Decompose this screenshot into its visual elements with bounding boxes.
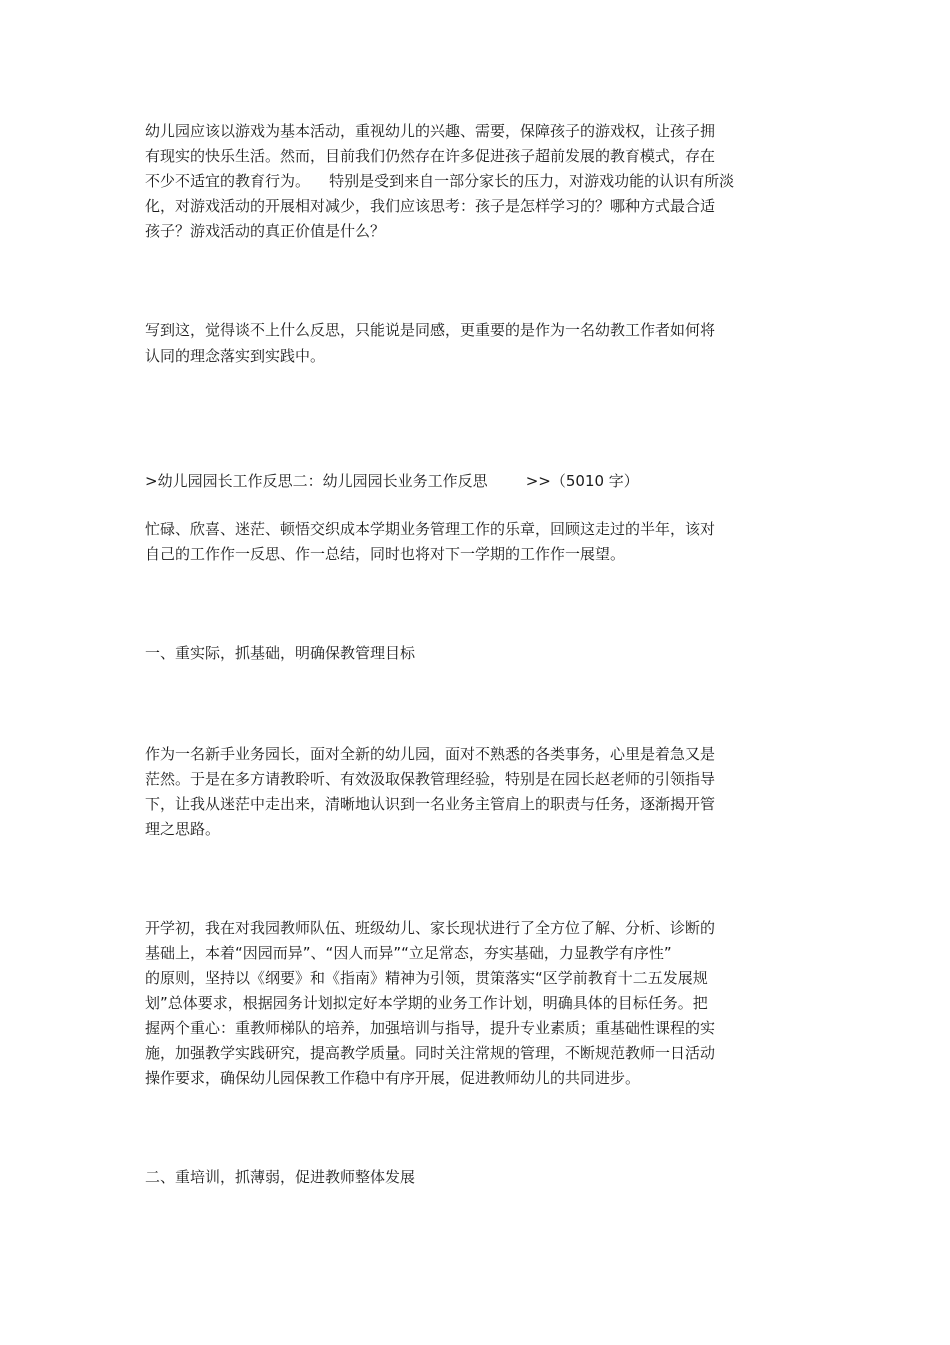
section-heading-2: 二、重培训，抓薄弱，促进教师整体发展 — [145, 1168, 416, 1186]
paragraph-1-line-4: 化，对游戏活动的开展相对减少，我们应该思考：孩子是怎样学习的？哪种方式最合适 — [145, 197, 716, 215]
paragraph-4-line-4: 理之思路。 — [145, 820, 221, 838]
paragraph-5-line-7: 操作要求，确保幼儿园保教工作稳中有序开展，促进教师幼儿的共同进步。 — [145, 1069, 641, 1087]
paragraph-3-line-1: 忙碌、欣喜、迷茫、顿悟交织成本学期业务管理工作的乐章，回顾这走过的半年，该对 — [145, 520, 716, 538]
article-link[interactable]: >幼儿园园长工作反思二：幼儿园园长业务工作反思 >>（5010 字） — [145, 472, 639, 490]
paragraph-5-line-3: 的原则，坚持以《纲要》和《指南》精神为引领，贯策落实“区学前教育十二五发展规 — [145, 969, 708, 987]
paragraph-1-line-3: 不少不适宜的教育行为。 特别是受到来自一部分家长的压力，对游戏功能的认识有所淡 — [145, 172, 735, 190]
paragraph-3-line-2: 自己的工作作一反思、作一总结，同时也将对下一学期的工作作一展望。 — [145, 545, 626, 563]
paragraph-1-line-2: 有现实的快乐生活。然而，目前我们仍然存在许多促进孩子超前发展的教育模式，存在 — [145, 147, 716, 165]
paragraph-2-line-1: 写到这，觉得谈不上什么反思，只能说是同感，更重要的是作为一名幼教工作者如何将 — [145, 321, 716, 339]
paragraph-4-line-1: 作为一名新手业务园长，面对全新的幼儿园，面对不熟悉的各类事务，心里是着急又是 — [145, 745, 716, 763]
paragraph-5-line-5: 握两个重心：重教师梯队的培养，加强培训与指导，提升专业素质；重基础性课程的实 — [145, 1019, 716, 1037]
paragraph-4-line-3: 下，让我从迷茫中走出来，清晰地认识到一名业务主管肩上的职责与任务，逐渐揭开管 — [145, 795, 716, 813]
paragraph-5-line-2: 基础上，本着“因园而异”、“因人而异”“立足常态，夯实基础，力显教学有序性” — [145, 944, 672, 962]
paragraph-4-line-2: 茫然。于是在多方请教聆听、有效汲取保教管理经验，特别是在园长赵老师的引领指导 — [145, 770, 716, 788]
section-heading-1: 一、重实际，抓基础，明确保教管理目标 — [145, 644, 416, 662]
paragraph-5-line-4: 划”总体要求，根据园务计划拟定好本学期的业务工作计划，明确具体的目标任务。把 — [145, 994, 708, 1012]
paragraph-1-line-1: 幼儿园应该以游戏为基本活动，重视幼儿的兴趣、需要，保障孩子的游戏权，让孩子拥 — [145, 122, 716, 140]
paragraph-2-line-2: 认同的理念落实到实践中。 — [145, 347, 326, 365]
paragraph-5-line-1: 开学初，我在对我园教师队伍、班级幼儿、家长现状进行了全方位了解、分析、诊断的 — [145, 919, 716, 937]
paragraph-5-line-6: 施，加强教学实践研究，提高教学质量。同时关注常规的管理，不断规范教师一日活动 — [145, 1044, 716, 1062]
paragraph-1-line-5: 孩子？游戏活动的真正价值是什么？ — [145, 222, 386, 240]
